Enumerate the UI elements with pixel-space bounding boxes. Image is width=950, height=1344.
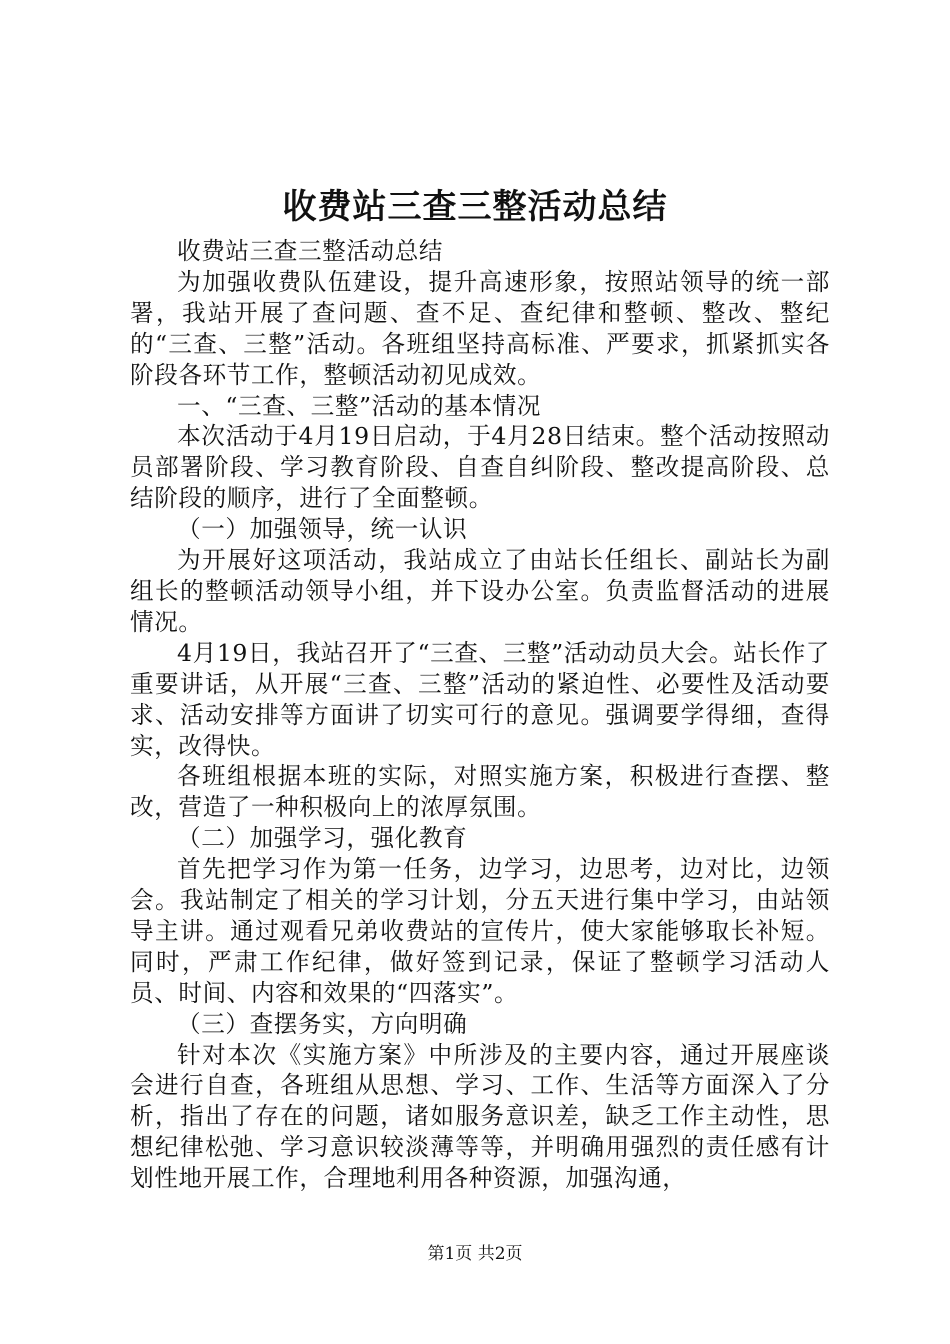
- paragraph: 各班组根据本班的实际，对照实施方案，积极进行查摆、整改，营造了一种积极向上的浓厚氛围。: [130, 762, 830, 822]
- document-body: [130, 236, 830, 1194]
- paragraph: 针对本次《实施方案》中所涉及的主要内容，通过开展座谈会进行自查，各班组从思想、学习、工作、生活等方面深入了分析，指出了存在的问题，诸如服务意识差，缺乏工作主动性，思想纪律松弛、学习意识较淡薄等等，并明确用强烈的责任感有计划性地开展工作，合理地利用各种资源，加强沟通，: [130, 1040, 830, 1193]
- paragraph: 为开展好这项活动，我站成立了由站长任组长、副站长为副组长的整顿活动领导小组，并下设办公室。负责监督活动的进展情况。: [130, 546, 830, 636]
- subsection-heading-2: （二）加强学习，强化教育: [177, 824, 468, 853]
- paragraph: 4月19日，我站召开了“三查、三整”活动动员大会。站长作了重要讲话，从开展“三查、三整”活动的紧迫性、必要性及活动要求、活动安排等方面讲了切实可行的意见。强调要学得细，查得实，改得快。: [130, 638, 830, 760]
- section-heading-1: 一、“三查、三整”活动的基本情况: [177, 391, 542, 420]
- subsection-heading-3: （三）查摆务实，方向明确: [177, 1009, 468, 1038]
- paragraph: 本次活动于4月19日启动，于4月28日结束。整个活动按照动员部署阶段、学习教育阶段、自查自纠阶段、整改提高阶段、总结阶段的顺序，进行了全面整顿。: [130, 422, 830, 513]
- page-footer: 第1页 共2页: [427, 1244, 523, 1264]
- paragraph-subtitle: 收费站三查三整活动总结: [177, 237, 444, 265]
- paragraph-intro: 为加强收费队伍建设，提升高速形象，按照站领导的统一部署，我站开展了查问题、查不足、查纪律和整顿、整改、整纪的“三查、三整”活动。各班组坚持高标准、严要求，抓紧抓实各阶段各环节工作，整顿活动初见成效。: [130, 267, 830, 389]
- paragraph: 首先把学习作为第一任务，边学习，边思考，边对比，边领会。我站制定了相关的学习计划，分五天进行集中学习，由站领导主讲。通过观看兄弟收费站的宣传片，使大家能够取长补短。同时，严肃工作纪律，做好签到记录，保证了整顿学习活动人员、时间、内容和效果的“四落实”。: [130, 855, 830, 1007]
- subsection-heading-1: （一）加强领导，统一认识: [177, 515, 468, 544]
- document-title: 收费站三查三整活动总结: [282, 187, 668, 227]
